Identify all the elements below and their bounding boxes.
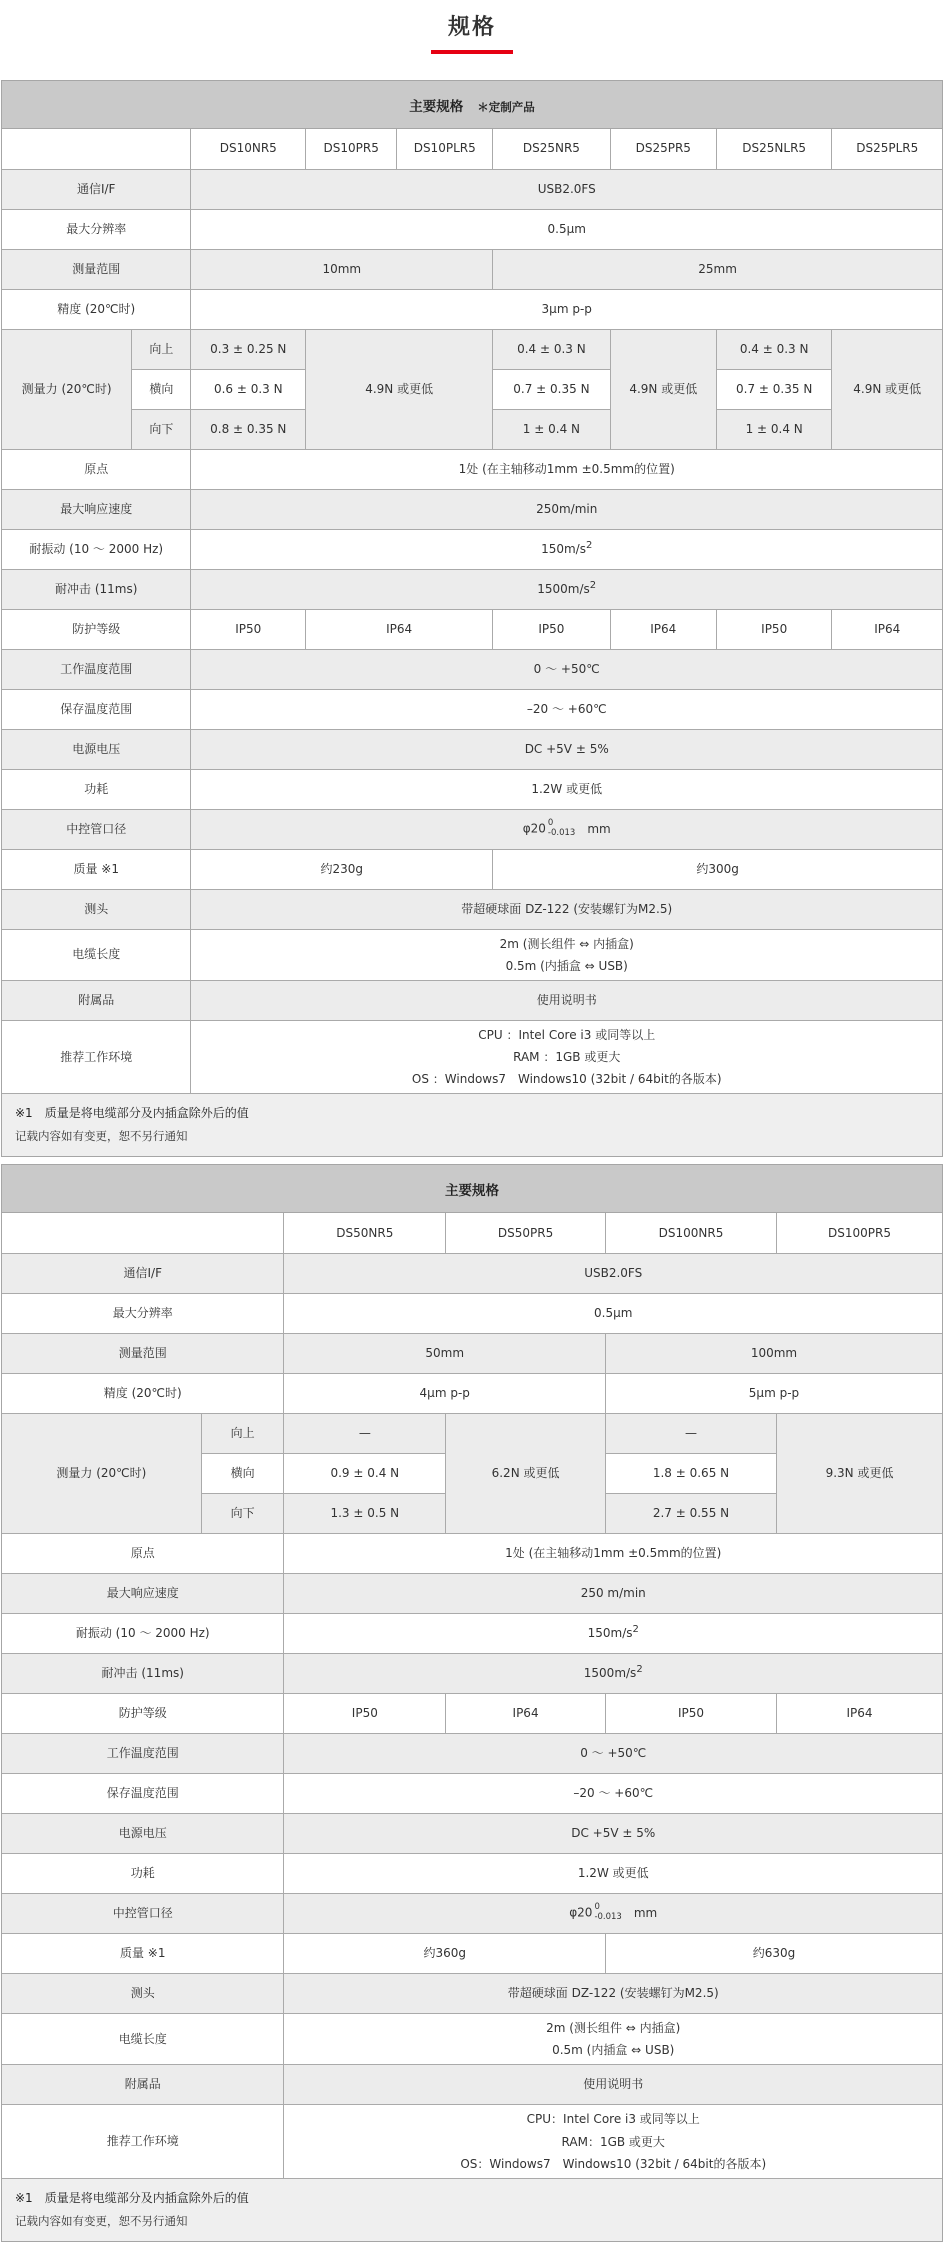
spec-value-cell: DC +5V ± 5% — [284, 1813, 942, 1853]
table-row — [2, 729, 942, 769]
spec-value-cell: DC +5V ± 5% — [191, 729, 942, 769]
spec-value-cell: 4μm p-p — [284, 1373, 605, 1413]
tolerance-stack: 0 -0.013 — [547, 817, 576, 838]
table-row — [2, 2105, 942, 2178]
spec-row-label: 电源电压 — [2, 1813, 284, 1853]
spec-value-cell: 带超硬球面 DZ-122 (安装螺钉为M2.5) — [284, 1973, 942, 2013]
spec-row-label: 防护等级 — [2, 1693, 284, 1733]
table-title-note: ＊定制产品 — [477, 100, 535, 114]
table-row — [2, 889, 942, 929]
spec-row-label: 原点 — [2, 449, 191, 489]
spec-row-label: 中控管口径 — [2, 809, 191, 849]
spec-value-cell: 250m/min — [191, 489, 942, 529]
table-row — [2, 1893, 942, 1933]
table-row — [2, 169, 942, 209]
spec-value-cell — [2, 129, 191, 169]
spec-value-cell: 1.8 ± 0.65 N — [605, 1453, 776, 1493]
table-row — [2, 1613, 942, 1653]
spec-value-cell: 1.3 ± 0.5 N — [284, 1493, 446, 1533]
table-row — [2, 329, 942, 369]
table-row — [2, 1653, 942, 1693]
spec-value-cell: — — [605, 1413, 776, 1453]
spec-row-label: 耐振动 (10 ～ 2000 Hz) — [2, 1613, 284, 1653]
spec-value-cell: IP50 — [605, 1693, 776, 1733]
spec-row-label: 精度 (20℃时) — [2, 289, 191, 329]
spec-value-cell: 1.2W 或更低 — [284, 1853, 942, 1893]
spec-row-label: 推荐工作环境 — [2, 2105, 284, 2178]
spec-table-block-2 — [1, 1164, 943, 2241]
spec-value-cell: 2m (测长组件 ⇔ 内插盒) 0.5m (内插盒 ⇔ USB) — [284, 2013, 942, 2064]
spec-value-cell: 0.7 ± 0.35 N — [493, 369, 611, 409]
spec-value-cell: CPU ：Intel Core i3 或同等以上 RAM ：1GB 或更大 OS ：Windows7 Windows10 (32bit / 64bit的各版本) — [191, 1020, 942, 1093]
spec-row-label: 向下 — [201, 1493, 284, 1533]
spec-value-cell: 10mm — [191, 249, 493, 289]
table-row — [2, 2065, 942, 2105]
spec-table — [2, 129, 942, 1093]
table-row — [2, 1020, 942, 1093]
spec-value-cell: 约300g — [493, 849, 942, 889]
table-row — [2, 129, 942, 169]
spec-value-cell: CPU：Intel Core i3 或同等以上 RAM：1GB 或更大 OS：Windows7 Windows10 (32bit / 64bit的各版本) — [284, 2105, 942, 2178]
spec-value-cell: 6.2N 或更低 — [446, 1413, 606, 1533]
model-header-cell: DS100PR5 — [777, 1213, 942, 1253]
model-header-cell: DS100NR5 — [605, 1213, 776, 1253]
spec-value-cell — [2, 1213, 284, 1253]
spec-table-body — [2, 1213, 942, 2177]
table-row — [2, 849, 942, 889]
spec-value-cell: 1 ± 0.4 N — [493, 409, 611, 449]
spec-value-cell: $1500m/s^2$ — [284, 1653, 942, 1693]
spec-value-cell: USB2.0FS — [191, 169, 942, 209]
model-header-cell: DS25NLR5 — [716, 129, 832, 169]
spec-value-cell: 3μm p-p — [191, 289, 942, 329]
spec-row-label: 耐冲击 (11ms) — [2, 569, 191, 609]
table-row — [2, 1213, 942, 1253]
spec-value-cell: 25mm — [493, 249, 942, 289]
spec-value-cell: 约230g — [191, 849, 493, 889]
spec-row-label: 工作温度范围 — [2, 1733, 284, 1773]
tolerance-stack: 0 -0.013 — [594, 1902, 622, 1923]
spec-row-label: 测头 — [2, 1973, 284, 2013]
spec-table — [2, 1213, 942, 2177]
table-row — [2, 929, 942, 980]
table-title-bar — [2, 1165, 942, 1213]
model-header-cell: DS25PLR5 — [832, 129, 942, 169]
page-title: 规格 — [447, 15, 496, 40]
spec-row-label: 测量范围 — [2, 249, 191, 289]
footnote-line: 记载内容如有变更，恕不另行通知 — [15, 1129, 188, 1144]
spec-value-cell: 0.8 ± 0.35 N — [191, 409, 306, 449]
spec-value-cell: 4.9N 或更低 — [832, 329, 942, 449]
spec-row-label: 原点 — [2, 1533, 284, 1573]
spec-value-cell: 使用说明书 — [191, 980, 942, 1020]
spec-row-label: 测量力 (20℃时) — [2, 1413, 201, 1533]
spec-value-cell: IP64 — [446, 1693, 606, 1733]
spec-value-cell: 1.2W 或更低 — [191, 769, 942, 809]
spec-row-label: 最大分辨率 — [2, 209, 191, 249]
table-title: 主要规格 — [445, 1183, 499, 1200]
table-row — [2, 1733, 942, 1773]
spec-value-cell: $150m/s^2$ — [191, 529, 942, 569]
spec-value-cell: 0.9 ± 0.4 N — [284, 1453, 446, 1493]
model-header-cell: DS25NR5 — [493, 129, 611, 169]
spec-row-label: 向下 — [132, 409, 191, 449]
spec-value-cell: 0.7 ± 0.35 N — [716, 369, 832, 409]
table-title: 主要规格 — [409, 99, 464, 115]
spec-value-cell: IP50 — [191, 609, 306, 649]
table-row — [2, 489, 942, 529]
spec-value-cell: IP64 — [777, 1693, 942, 1733]
spec-row-label: 防护等级 — [2, 609, 191, 649]
spec-row-label: 耐冲击 (11ms) — [2, 1653, 284, 1693]
spec-row-label: 附属品 — [2, 2065, 284, 2105]
table-row — [2, 769, 942, 809]
table-row — [2, 1813, 942, 1853]
model-header-cell: DS10NR5 — [191, 129, 306, 169]
spec-row-label: 保存温度范围 — [2, 689, 191, 729]
table-row — [2, 1253, 942, 1293]
spec-value-cell: 50mm — [284, 1333, 605, 1373]
spec-row-label: 附属品 — [2, 980, 191, 1020]
spec-value-cell: 250 m/min — [284, 1573, 942, 1613]
spec-row-label: 横向 — [201, 1453, 284, 1493]
spec-value-cell: $150m/s^2$ — [284, 1613, 942, 1653]
spec-row-label: 向上 — [201, 1413, 284, 1453]
spec-row-label: 耐振动 (10 ～ 2000 Hz) — [2, 529, 191, 569]
table-row — [2, 1533, 942, 1573]
spec-row-label: 保存温度范围 — [2, 1773, 284, 1813]
spec-value-cell: 9.3N 或更低 — [777, 1413, 942, 1533]
table-row — [2, 1853, 942, 1893]
spec-row-label: 功耗 — [2, 1853, 284, 1893]
table-row — [2, 449, 942, 489]
spec-row-label: 精度 (20℃时) — [2, 1373, 284, 1413]
spec-value-cell: –20 ～ +60℃ — [284, 1773, 942, 1813]
spec-value-cell: 0.6 ± 0.3 N — [191, 369, 306, 409]
spec-value-cell: IP50 — [716, 609, 832, 649]
spec-value-cell: 0.5μm — [284, 1293, 942, 1333]
spec-value-cell: 4.9N 或更低 — [610, 329, 716, 449]
spec-value-cell: — — [284, 1413, 446, 1453]
spec-value-cell: 2.7 ± 0.55 N — [605, 1493, 776, 1533]
model-header-cell: DS10PR5 — [306, 129, 397, 169]
table-row — [2, 1693, 942, 1733]
spec-row-label: 测头 — [2, 889, 191, 929]
spec-row-label: 功耗 — [2, 769, 191, 809]
spec-row-label: 横向 — [132, 369, 191, 409]
table-row — [2, 529, 942, 569]
spec-value-cell: 0.4 ± 0.3 N — [716, 329, 832, 369]
spec-value-cell: IP64 — [610, 609, 716, 649]
spec-value-cell: IP50 — [493, 609, 611, 649]
model-header-cell: DS10PLR5 — [397, 129, 493, 169]
footnote-line: ※1 质量是将电缆部分及内插盒除外后的值 — [15, 2190, 249, 2205]
spec-row-label: 电缆长度 — [2, 2013, 284, 2064]
spec-row-label: 推荐工作环境 — [2, 1020, 191, 1093]
table-row — [2, 649, 942, 689]
spec-value-cell: IP64 — [832, 609, 942, 649]
table-footnotes — [2, 2178, 942, 2241]
spec-value-cell: 5μm p-p — [605, 1373, 942, 1413]
spec-value-cell: 0 ～ +50℃ — [284, 1733, 942, 1773]
footnote-line: ※1 质量是将电缆部分及内插盒除外后的值 — [15, 1106, 249, 1121]
table-row — [2, 809, 942, 849]
table-row — [2, 609, 942, 649]
spec-row-label: 通信I/F — [2, 169, 191, 209]
table-row — [2, 1933, 942, 1973]
title-underline-accent — [431, 50, 513, 54]
spec-value-cell: 使用说明书 — [284, 2065, 942, 2105]
spec-value-cell: 2m (测长组件 ⇔ 内插盒) 0.5m (内插盒 ⇔ USB) — [191, 929, 942, 980]
spec-row-label: 向上 — [132, 329, 191, 369]
table-row — [2, 1773, 942, 1813]
spec-row-label: 电源电压 — [2, 729, 191, 769]
table-row — [2, 209, 942, 249]
spec-row-label: 测量范围 — [2, 1333, 284, 1373]
spec-row-label: 测量力 (20℃时) — [2, 329, 132, 449]
table-title-bar — [2, 81, 942, 129]
spec-value-cell: –20 ～ +60℃ — [191, 689, 942, 729]
spec-row-label: 质量 ※1 — [2, 849, 191, 889]
table-row — [2, 1373, 942, 1413]
spec-row-label: 最大响应速度 — [2, 489, 191, 529]
table-row — [2, 1413, 942, 1453]
spec-value-cell: φ20 0 -0.013 mm — [284, 1893, 942, 1933]
table-row — [2, 1573, 942, 1613]
spec-value-cell: IP64 — [306, 609, 493, 649]
spec-table-block-1 — [1, 80, 943, 1157]
spec-value-cell: 1 ± 0.4 N — [716, 409, 832, 449]
spec-value-cell: φ20 0 -0.013 mm — [191, 809, 942, 849]
spec-value-cell: 0.3 ± 0.25 N — [191, 329, 306, 369]
model-header-cell: DS25PR5 — [610, 129, 716, 169]
spec-value-cell: 约630g — [605, 1933, 942, 1973]
table-row — [2, 2013, 942, 2064]
spec-value-cell: 1处 (在主轴移动1mm ±0.5mm的位置) — [191, 449, 942, 489]
spec-row-label: 工作温度范围 — [2, 649, 191, 689]
table-row — [2, 1333, 942, 1373]
model-header-cell: DS50PR5 — [446, 1213, 606, 1253]
spec-row-label: 电缆长度 — [2, 929, 191, 980]
table-row — [2, 689, 942, 729]
table-row — [2, 569, 942, 609]
spec-table-body — [2, 129, 942, 1093]
table-footnotes — [2, 1093, 942, 1156]
table-row — [2, 1293, 942, 1333]
table-row — [2, 980, 942, 1020]
spec-row-label: 中控管口径 — [2, 1893, 284, 1933]
spec-tables — [1, 80, 943, 2242]
spec-value-cell: 约360g — [284, 1933, 605, 1973]
spec-value-cell: USB2.0FS — [284, 1253, 942, 1293]
footnote-line: 记载内容如有变更，恕不另行通知 — [15, 2213, 188, 2228]
spec-row-label: 最大分辨率 — [2, 1293, 284, 1333]
model-header-cell: DS50NR5 — [284, 1213, 446, 1253]
spec-row-label: 质量 ※1 — [2, 1933, 284, 1973]
spec-value-cell: 0.4 ± 0.3 N — [493, 329, 611, 369]
table-row — [2, 249, 942, 289]
spec-value-cell: IP50 — [284, 1693, 446, 1733]
spec-value-cell: 1处 (在主轴移动1mm ±0.5mm的位置) — [284, 1533, 942, 1573]
table-row — [2, 1973, 942, 2013]
table-row — [2, 289, 942, 329]
spec-value-cell: 0 ～ +50℃ — [191, 649, 942, 689]
spec-value-cell: 4.9N 或更低 — [306, 329, 493, 449]
spec-value-cell: 0.5μm — [191, 209, 942, 249]
spec-value-cell: 带超硬球面 DZ-122 (安装螺钉为M2.5) — [191, 889, 942, 929]
spec-row-label: 通信I/F — [2, 1253, 284, 1293]
spec-value-cell: 100mm — [605, 1333, 942, 1373]
spec-row-label: 最大响应速度 — [2, 1573, 284, 1613]
spec-value-cell: $1500m/s^2$ — [191, 569, 942, 609]
